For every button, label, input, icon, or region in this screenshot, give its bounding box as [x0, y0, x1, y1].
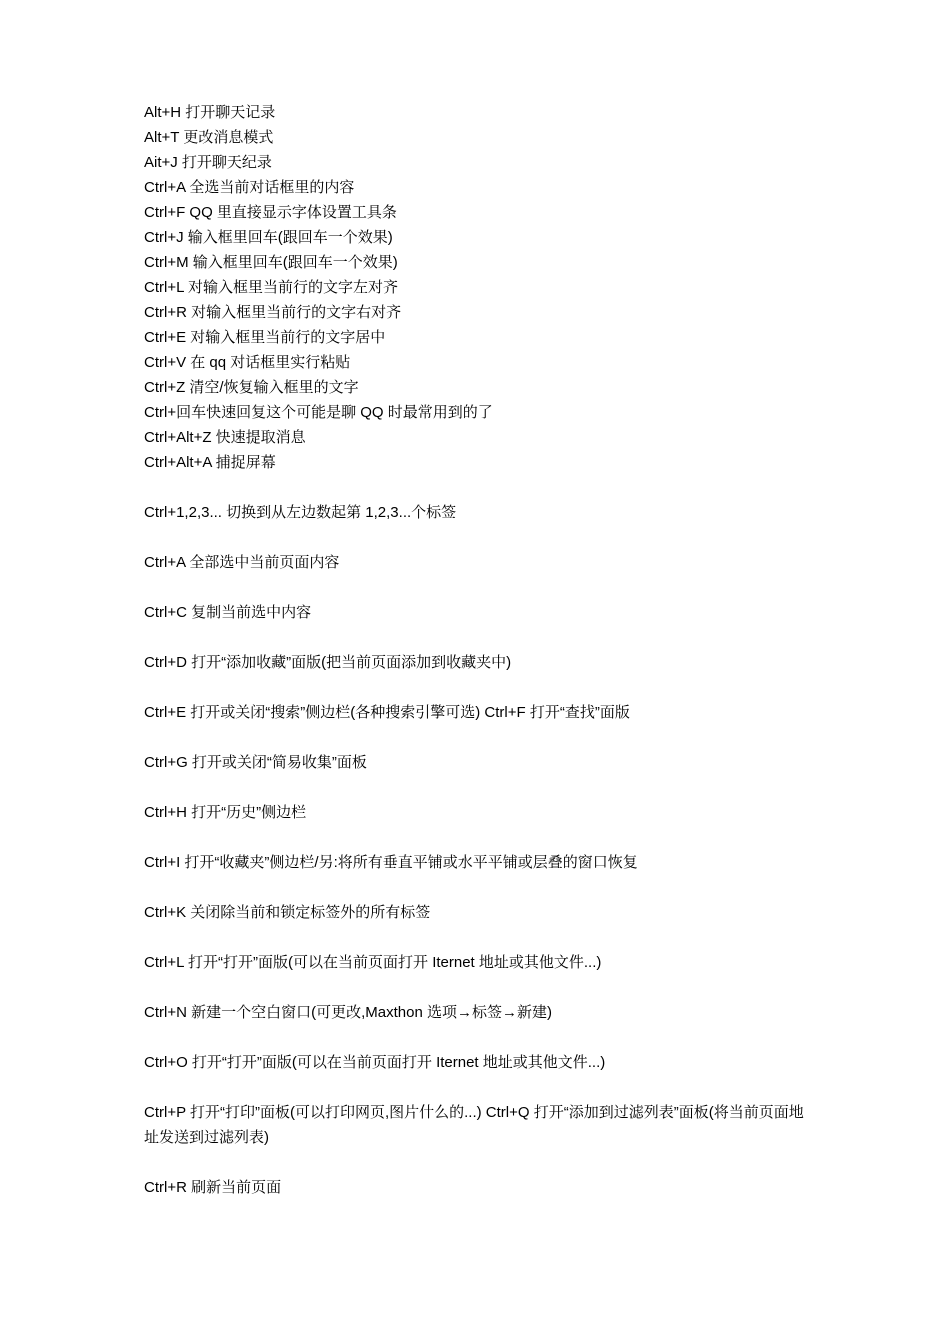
qq-shortcut-line: Ait+J 打开聊天纪录 — [144, 154, 272, 171]
browser-shortcut-paragraph: Ctrl+N 新建一个空白窗口(可更改,Maxthon 选项→标签→新建) — [144, 1004, 552, 1021]
qq-shortcut-line: Ctrl+M 输入框里回车(跟回车一个效果) — [144, 254, 398, 271]
qq-shortcut-line: Ctrl+R 对输入框里当前行的文字右对齐 — [144, 304, 402, 321]
qq-shortcut-list — [144, 100, 824, 475]
qq-shortcut-line: Alt+T 更改消息模式 — [144, 129, 274, 146]
qq-shortcut-line: Ctrl+V 在 qq 对话框里实行粘贴 — [144, 354, 351, 371]
browser-shortcut-paragraph: Ctrl+E 打开或关闭“搜索”侧边栏(各种搜索引擎可选) Ctrl+F 打开“查找”面版 — [144, 704, 630, 721]
browser-shortcut-list — [144, 500, 824, 1200]
qq-shortcut-line: Ctrl+L 对输入框里当前行的文字左对齐 — [144, 279, 399, 296]
browser-shortcut-paragraph: Ctrl+1,2,3... 切换到从左边数起第 1,2,3...个标签 — [144, 504, 457, 521]
browser-shortcut-paragraph: Ctrl+I 打开“收藏夹”侧边栏/另:将所有垂直平铺或水平平铺或层叠的窗口恢复 — [144, 854, 638, 871]
browser-shortcut-paragraph: Ctrl+R 刷新当前页面 — [144, 1179, 282, 1196]
browser-shortcut-paragraph: Ctrl+A 全部选中当前页面内容 — [144, 554, 340, 571]
browser-shortcut-paragraph: Ctrl+C 复制当前选中内容 — [144, 604, 312, 621]
browser-shortcut-paragraph: Ctrl+L 打开“打开”面版(可以在当前页面打开 Iternet 地址或其他文件...) — [144, 954, 602, 971]
qq-shortcut-line: Ctrl+F QQ 里直接显示字体设置工具条 — [144, 204, 397, 221]
browser-shortcut-paragraph: Ctrl+O 打开“打开”面版(可以在当前页面打开 Iternet 地址或其他文件...) — [144, 1054, 606, 1071]
browser-shortcut-paragraph: Ctrl+P 打开“打印”面板(可以打印网页,图片什么的...) Ctrl+Q 打开“添加到过滤列表”面板(将当前页面地址发送到过滤列表) — [144, 1104, 804, 1146]
document-body — [144, 100, 824, 1200]
browser-shortcut-paragraph: Ctrl+H 打开“历史”侧边栏 — [144, 804, 307, 821]
qq-shortcut-line: Ctrl+Z 清空/恢复输入框里的文字 — [144, 379, 359, 396]
qq-shortcut-line: Ctrl+E 对输入框里当前行的文字居中 — [144, 329, 386, 346]
browser-shortcut-paragraph: Ctrl+D 打开“添加收藏”面版(把当前页面添加到收藏夹中) — [144, 654, 512, 671]
qq-shortcut-line: Ctrl+回车快速回复这个可能是聊 QQ 时最常用到的了 — [144, 404, 493, 421]
qq-shortcut-line: Ctrl+J 输入框里回车(跟回车一个效果) — [144, 229, 393, 246]
qq-shortcut-line: Ctrl+Alt+A 捕捉屏幕 — [144, 454, 276, 471]
qq-shortcut-line: Alt+H 打开聊天记录 — [144, 104, 276, 121]
qq-shortcut-line: Ctrl+A 全选当前对话框里的内容 — [144, 179, 355, 196]
browser-shortcut-paragraph: Ctrl+K 关闭除当前和锁定标签外的所有标签 — [144, 904, 431, 921]
browser-shortcut-paragraph: Ctrl+G 打开或关闭“简易收集”面板 — [144, 754, 367, 771]
qq-shortcut-line: Ctrl+Alt+Z 快速提取消息 — [144, 429, 306, 446]
